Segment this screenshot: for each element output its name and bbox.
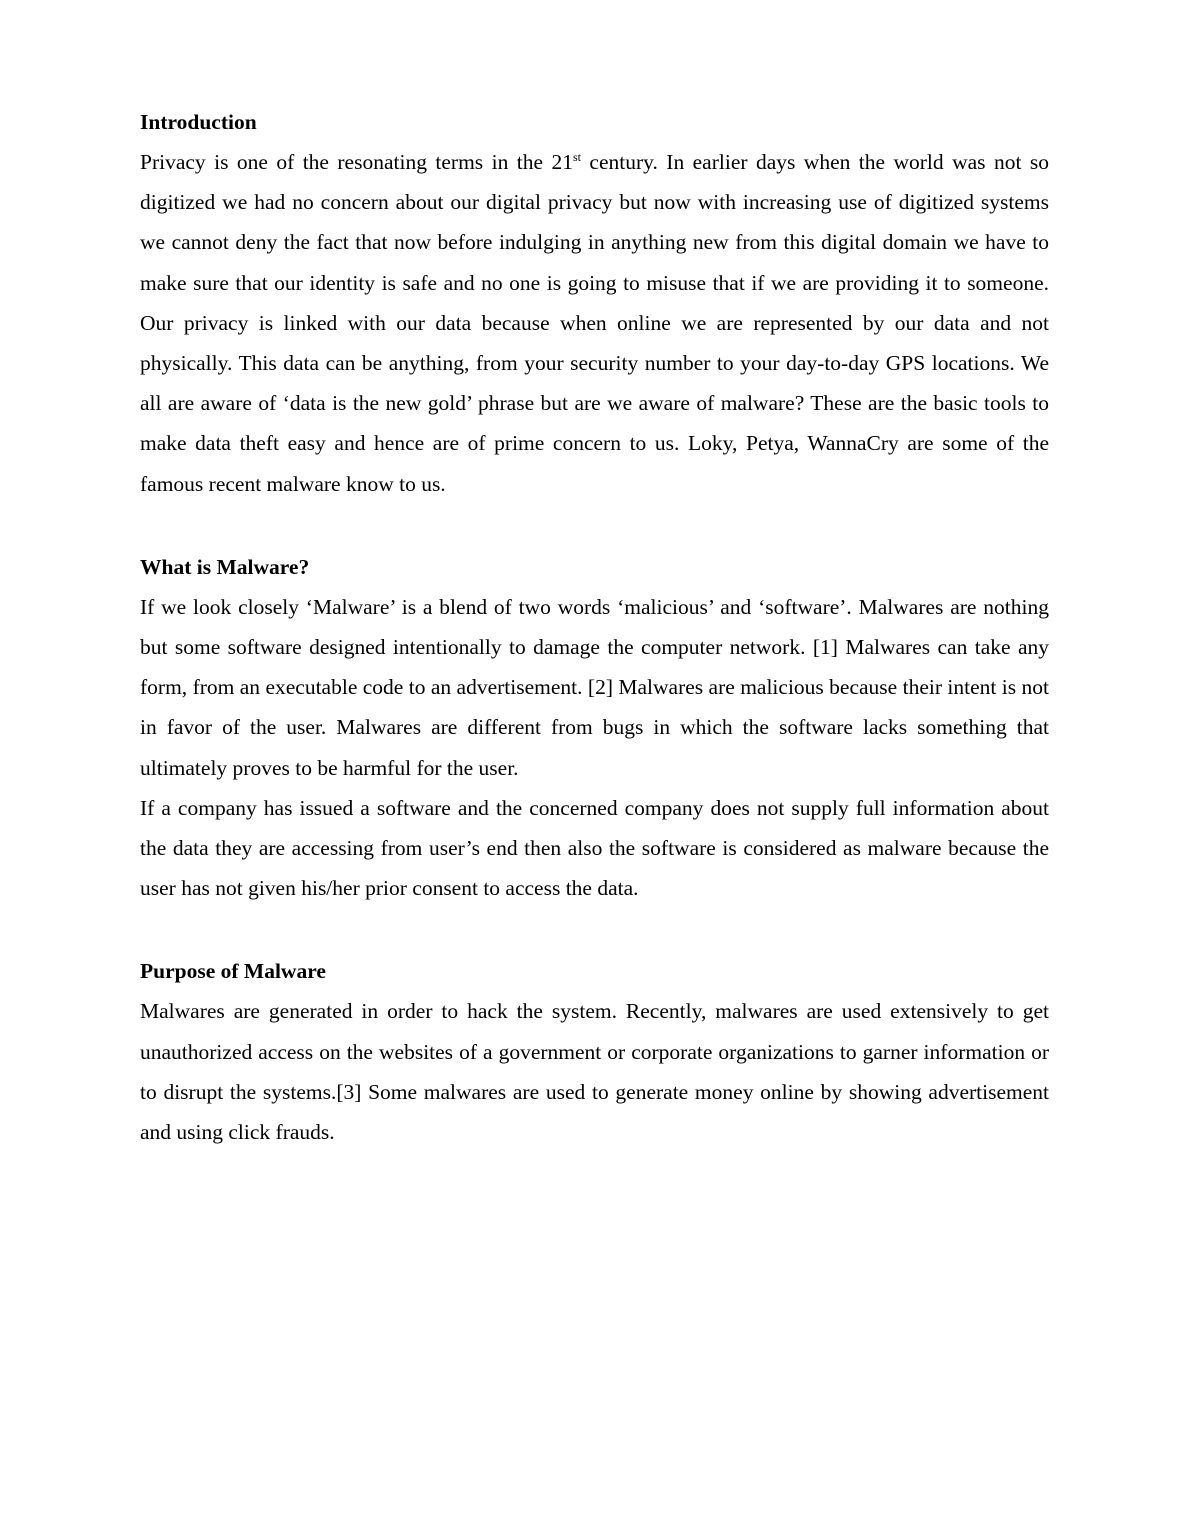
heading-purpose-of-malware: Purpose of Malware (140, 959, 326, 984)
document-page (140, 106, 1049, 1152)
heading-what-is-malware: What is Malware? (140, 554, 310, 579)
paragraph-introduction-text-start: Privacy is one of the resonating terms in the 21 (140, 150, 573, 174)
ordinal-superscript: st (572, 149, 581, 164)
paragraph-malware-purpose: Malwares are generated in order to hack the system. Recently, malwares are used extensively to get unauthorized access on the websites of a government or corporate organizations to garner information or to disrupt the systems.[3] Some malwares are used to generate money online by showing advertisement and using click frauds. (140, 999, 1049, 1145)
paragraph-malware-definition: If we look closely ‘Malware’ is a blend of two words ‘malicious’ and ‘software’. Malwares are nothing but some software designed intentionally to damage the computer network. [1] Malwares can take any form, from an executable code to an advertisement. [2] Malwares are malicious because their intent is not in favor of the user. Malwares are different from bugs in which the software lacks something that ultimately proves to be harmful for the user. (140, 594, 1049, 780)
paragraph-introduction-text-end: century. In earlier days when the world was not so digitized we had no concern about our digital privacy but now with increasing use of digitized systems we cannot deny the fact that now before indulging in anything new from this digital domain we have to make sure that our identity is safe and no one is going to misuse that if we are providing it to someone. Our privacy is linked with our data because when online we are represented by our data and not physically. This data can be anything, from your security number to your day-to-day GPS locations. We all are aware of ‘data is the new gold’ phrase but are we aware of malware? These are the basic tools to make data theft easy and hence are of prime concern to us. Loky, Petya, WannaCry are some of the famous recent malware know to us. (140, 150, 1049, 496)
section-spacer (140, 908, 1049, 955)
section-spacer (140, 504, 1049, 551)
paragraph-malware-consent: If a company has issued a software and the concerned company does not supply full information about the data they are accessing from user’s end then also the software is considered as malware because the user has not given his/her prior consent to access the data. (140, 795, 1049, 901)
heading-introduction: Introduction (140, 110, 257, 134)
paragraph-introduction (140, 142, 1049, 504)
